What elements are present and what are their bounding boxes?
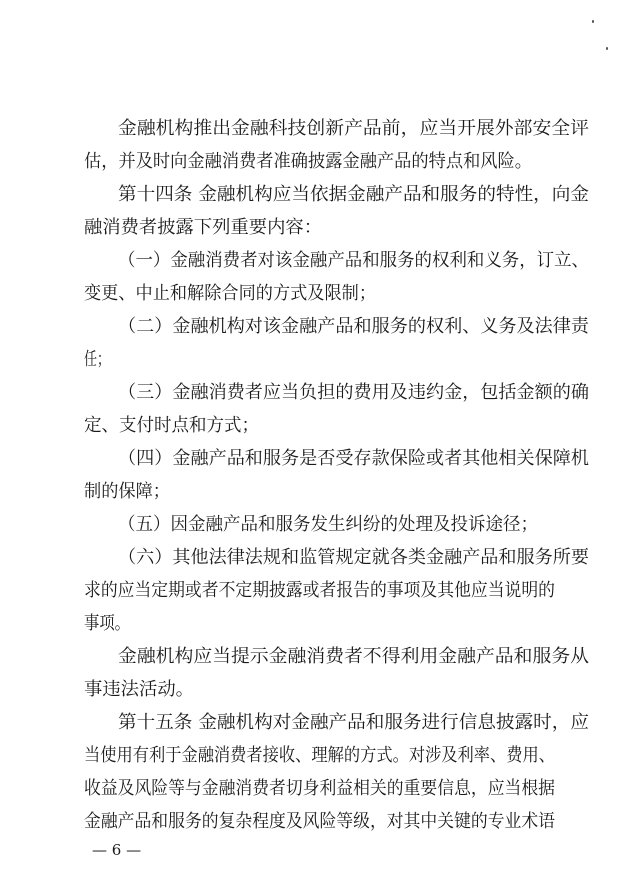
text-line bbox=[0, 114, 635, 144]
text-line bbox=[0, 213, 635, 243]
text-line-content: 金融产品和服务的复杂程度及风险等级，对其中关键的专业术语 bbox=[84, 811, 555, 832]
page-number: — 6 — bbox=[92, 841, 142, 859]
text-line-content: 第十五条 金融机构对金融产品和服务进行信息披露时，应 bbox=[118, 712, 589, 733]
text-line bbox=[0, 774, 635, 804]
text-line-content: （一）金融消费者对该金融产品和服务的权利和义务，订立、 bbox=[118, 250, 589, 271]
text-line bbox=[0, 741, 635, 771]
text-line-content: （五）因金融产品和服务发生纠纷的处理及投诉途径； bbox=[118, 514, 538, 535]
text-line-content: 第十四条 金融机构应当依据金融产品和服务的特性，向金 bbox=[118, 184, 589, 205]
text-line-content: 制的保障； bbox=[84, 481, 170, 502]
list-item-line bbox=[0, 543, 635, 573]
text-line bbox=[0, 675, 635, 705]
text-line-content: （四）金融产品和服务是否受存款保险或者其他相关保障机 bbox=[118, 448, 589, 469]
text-line bbox=[0, 642, 635, 672]
list-item-line bbox=[0, 378, 635, 408]
text-line-content: 收益及风险等与金融消费者切身利益相关的重要信息，应当根据 bbox=[84, 778, 555, 799]
text-line-content: 金融机构应当提示金融消费者不得利用金融产品和服务从 bbox=[118, 646, 589, 667]
text-line-content: （六）其他法律法规和监管规定就各类金融产品和服务所要 bbox=[118, 547, 589, 568]
text-line-content: 定、支付时点和方式； bbox=[84, 415, 259, 436]
text-line-content: 融消费者披露下列重要内容： bbox=[84, 217, 322, 238]
text-line bbox=[0, 411, 635, 441]
scan-speck bbox=[606, 47, 608, 50]
text-line-content: 变更、中止和解除合同的方式及限制； bbox=[84, 283, 376, 304]
text-line-content: 当使用有利于金融消费者接收、理解的方式。对涉及利率、费用、 bbox=[84, 745, 555, 766]
text-line-content: 求的应当定期或者不定期披露或者报告的事项及其他应当说明的 bbox=[84, 580, 555, 601]
text-line bbox=[0, 477, 635, 507]
text-line-content: （二）金融机构对该金融产品和服务的权利、义务及法律责 bbox=[118, 316, 589, 337]
text-line bbox=[0, 609, 635, 639]
list-item-line bbox=[0, 246, 635, 276]
text-line bbox=[0, 576, 635, 606]
section-heading-line bbox=[0, 180, 635, 210]
text-line bbox=[0, 345, 635, 375]
text-line-content: 事违法活动。 bbox=[84, 679, 194, 700]
list-item-line bbox=[0, 312, 635, 342]
text-line-content: （三）金融消费者应当负担的费用及违约金，包括金额的确 bbox=[118, 382, 589, 403]
list-item-line bbox=[0, 444, 635, 474]
text-line bbox=[0, 807, 635, 837]
list-item-line bbox=[0, 510, 635, 540]
text-line-content: 估，并及时向金融消费者准确披露金融产品的特点和风险。 bbox=[84, 151, 532, 172]
section-heading-line bbox=[0, 708, 635, 738]
text-line bbox=[0, 279, 635, 309]
text-line-content: 任； bbox=[84, 349, 110, 370]
text-line-content: 事项。 bbox=[84, 613, 130, 634]
scan-speck bbox=[592, 20, 594, 23]
text-line-content: 金融机构推出金融科技创新产品前，应当开展外部安全评 bbox=[118, 118, 589, 139]
text-line bbox=[0, 147, 635, 177]
